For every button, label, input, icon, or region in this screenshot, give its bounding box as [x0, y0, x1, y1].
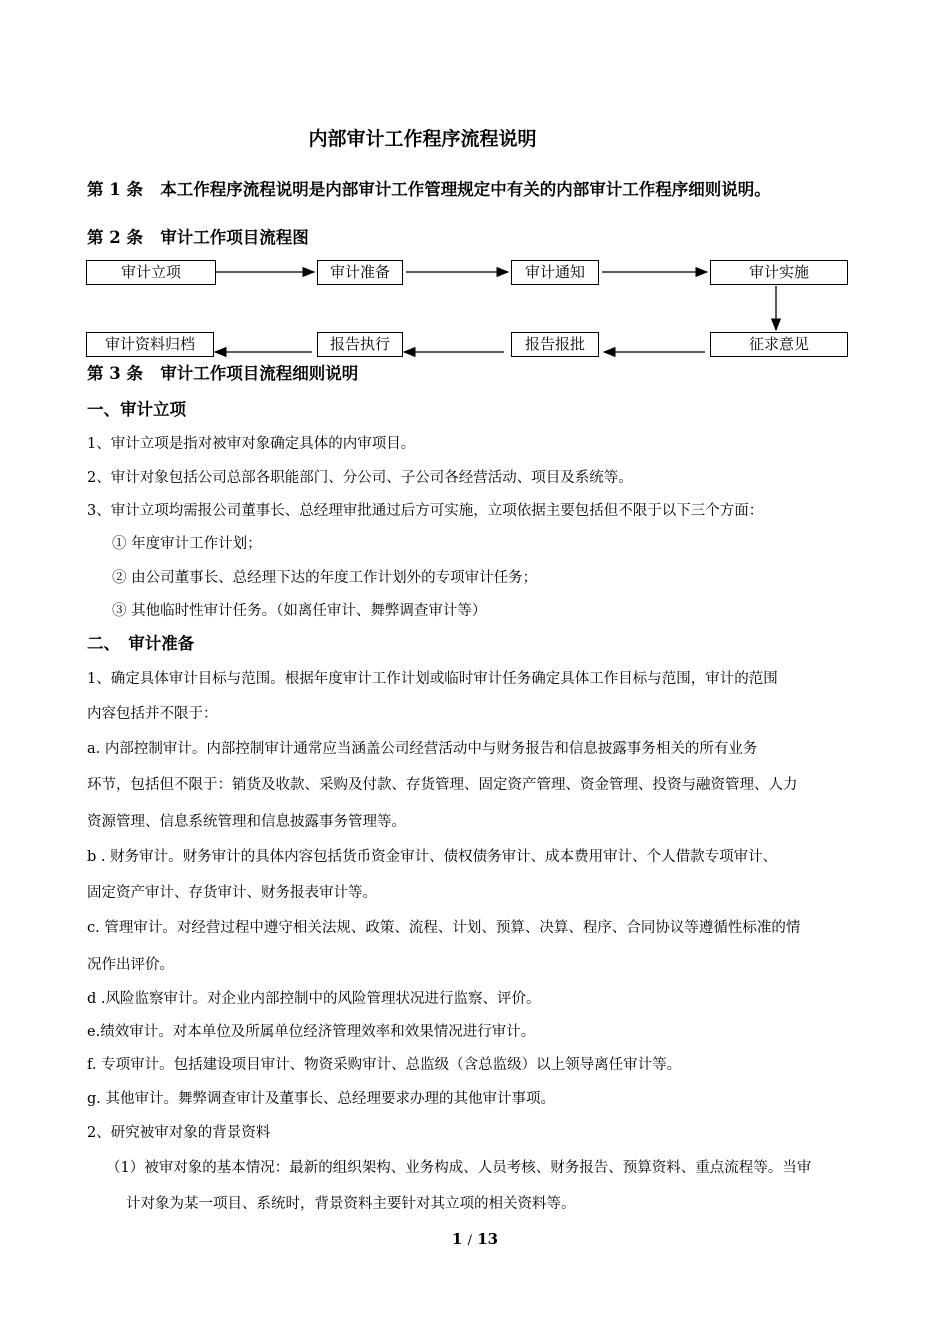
flow-step-project-approval: 审计立项	[86, 260, 216, 285]
article-3-text: 审计工作项目流程细则说明	[160, 364, 359, 383]
section-2-p2-1-line1: （1）被审对象的基本情况：最新的组织架构、业务构成、人员考核、财务报告、预算资料、重点流程等。当审	[106, 1160, 812, 1176]
flow-step-report-approval: 报告报批	[511, 332, 599, 357]
section-1-item-1: 1、审计立项是指对被审对象确定具体的内审项目。	[87, 436, 416, 452]
page-current: 1	[451, 1230, 463, 1248]
section-2-a-line2: 环节，包括但不限于：销货及收款、采购及付款、存货管理、固定资产管理、资金管理、投资与融资管理、人力	[87, 777, 798, 793]
article-2-text: 审计工作项目流程图	[160, 228, 309, 247]
section-2-a-line3: 资源管理、信息系统管理和信息披露事务管理等。	[87, 814, 406, 830]
section-2-c-line1: c. 管理审计。对经营过程中遵守相关法规、政策、流程、计划、预算、决算、程序、合同协议等遵循性标准的情	[87, 920, 801, 936]
section-2-b-line1: b . 财务审计。财务审计的具体内容包括货币资金审计、债权债务审计、成本费用审计、个人借款专项审计、	[87, 849, 778, 865]
section-2-p2-1-line2-text: 计对象为某一项目、系统时，背景资料主要针对其立项的相关资料等。	[126, 1196, 576, 1212]
page-title: 内部审计工作程序流程说明	[308, 128, 537, 150]
section-1-subitem-2: ② 由公司董事长、总经理下达的年度工作计划外的专项审计任务；	[112, 570, 538, 586]
section-2-p2: 2、研究被审对象的背景资料	[87, 1125, 271, 1141]
section-2-p1-line2: 内容包括并不限于：	[87, 706, 218, 722]
flow-step-archive: 审计资料归档	[86, 332, 214, 357]
section-1-subitem-1: ① 年度审计工作计划；	[112, 536, 262, 552]
section-2-b-line2: 固定资产审计、存货审计、财务报表审计等。	[87, 885, 377, 901]
section-2-heading: 二、 审计准备	[87, 634, 195, 653]
section-1-item-2: 2、审计对象包括公司总部各职能部门、分公司、子公司各经营活动、项目及系统等。	[87, 470, 633, 486]
page-separator: /	[467, 1233, 472, 1248]
section-1-subitem-3: ③ 其他临时性审计任务。（如离任审计、舞弊调查审计等）	[112, 603, 487, 619]
flow-arrows	[0, 0, 950, 370]
section-1-item-3: 3、审计立项均需报公司董事长、总经理审批通过后方可实施，立项依据主要包括但不限于以下三个方面：	[87, 503, 764, 519]
section-2-g: g. 其他审计。舞弊调查审计及董事长、总经理要求办理的其他审计事项。	[87, 1091, 555, 1107]
flow-step-preparation: 审计准备	[317, 260, 403, 285]
page-total: 13	[477, 1230, 499, 1248]
section-2-f: f. 专项审计。包括建设项目审计、物资采购审计、总监级（含总监级）以上领导离任审计等。	[87, 1057, 682, 1073]
section-1-heading: 一、审计立项	[87, 400, 186, 419]
flow-step-implementation: 审计实施	[710, 260, 848, 285]
section-2-a-line1: a. 内部控制审计。内部控制审计通常应当涵盖公司经营活动中与财务报告和信息披露事务相关的所有业务	[87, 741, 758, 757]
section-2-c-line2: 况作出评价。	[87, 957, 174, 973]
article-1-text-a: 本工作程序流程说明是	[160, 180, 326, 199]
article-1-text-b: 内部审计工作管理规定	[325, 180, 491, 199]
article-3	[87, 360, 358, 384]
section-2-e: e.绩效审计。对本单位及所属单位经济管理效率和效果情况进行审计。	[87, 1024, 536, 1040]
section-2-d: d .风险监察审计。对企业内部控制中的风险管理状况进行监察、评价。	[87, 991, 541, 1007]
article-2-head: 第 2 条	[87, 228, 143, 247]
page-number	[0, 1230, 950, 1248]
flow-step-notice: 审计通知	[511, 260, 599, 285]
flow-step-solicit-opinions: 征求意见	[710, 332, 848, 357]
article-3-head: 第 3 条	[87, 364, 143, 383]
section-2-p2-1-line2	[106, 1192, 576, 1213]
flow-step-report-execution: 报告执行	[317, 332, 403, 357]
section-2-p1-line1: 1、确定具体审计目标与范围。根据年度审计工作计划或临时审计任务确定具体工作目标与范围，审计的范围	[87, 671, 778, 687]
article-1-head: 第 1 条	[87, 180, 143, 199]
article-1-text-c: 中有关的内部审计工作程序细则说明。	[490, 180, 771, 199]
